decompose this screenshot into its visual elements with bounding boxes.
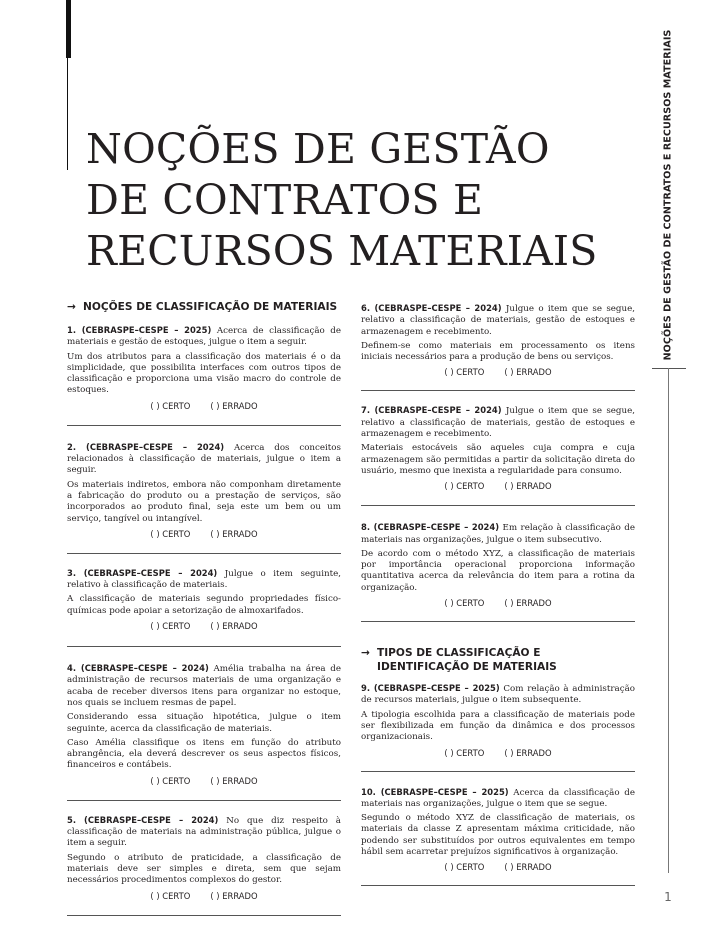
answer-options xyxy=(67,890,341,902)
question-statement: Os materiais indiretos, embora não componham diretamente a fabricação do produto ou a prestação de serviços, são incorporados ao produto final, seja este um bem ou um serviço, tangível ou intangível. xyxy=(67,479,341,524)
option-certo[interactable]: ( ) CERTO xyxy=(444,481,485,492)
question-statement: Segundo o atributo de praticidade, a classificação de materiais deve ser simples e direta, sem que sejam necessários procedimentos complexos do gestor. xyxy=(67,852,341,886)
option-errado[interactable]: ( ) ERRADO xyxy=(210,890,258,901)
question-divider xyxy=(67,553,341,554)
question-statement: De acordo com o método XYZ, a classificação de materiais por importância operacional proporciona informação quantitativa acerca da relevância do item para a rotina da organização. xyxy=(361,548,635,593)
section-heading-classificacao xyxy=(67,300,341,314)
section-heading-text: TIPOS DE CLASSIFICAÇÃO E IDENTIFICAÇÃO DE MATERIAIS xyxy=(377,647,557,674)
arrow-right-icon: → xyxy=(361,647,370,660)
arrow-right-icon: → xyxy=(67,301,76,313)
question-label: 8. (CEBRASPE–CESPE – 2024) xyxy=(361,522,500,533)
question-divider xyxy=(361,505,635,506)
option-certo[interactable]: ( ) CERTO xyxy=(444,862,485,873)
left-column xyxy=(67,300,341,916)
question-divider xyxy=(67,646,341,647)
question-prompt: Julgue o item que se segue, relativo a classificação de materiais, gestão de estoques e armazenagem e recebimento. xyxy=(361,406,635,440)
question-label: 9. (CEBRASPE–CESPE – 2025) xyxy=(361,683,500,694)
question-statement: Definem-se como materiais em processamento os itens iniciais necessários para a produção de bens ou serviços. xyxy=(361,340,635,363)
question-prompt: No que diz respeito à classificação de materiais na administração pública, julgue o item a seguir. xyxy=(67,815,341,849)
question-4 xyxy=(67,663,341,787)
answer-options xyxy=(361,597,635,609)
option-certo[interactable]: ( ) CERTO xyxy=(444,598,485,609)
question-prompt: Amélia trabalha na área de administração de recursos materiais de uma organização e acaba de receber diversos itens para organizar no estoque, nos quais se incluem resmas de papel. xyxy=(67,664,341,708)
question-5 xyxy=(67,815,341,902)
question-label: 10. (CEBRASPE–CESPE – 2025) xyxy=(361,786,509,797)
option-errado[interactable]: ( ) ERRADO xyxy=(504,367,552,378)
question-divider xyxy=(361,390,635,391)
answer-options xyxy=(67,775,341,787)
question-prompt: Em relação à classificação de materiais nas organizações, julgue o item subsecutivo. xyxy=(361,523,635,545)
question-prompt: Acerca da classificação de materiais nas organizações, julgue o item que se segue. xyxy=(361,787,635,809)
question-label: 2. (CEBRASPE–CESPE – 2024) xyxy=(67,441,225,452)
right-column xyxy=(361,303,635,886)
question-divider xyxy=(361,885,635,886)
question-prompt: Acerca de classificação de materiais e gestão de estoques, julgue o item a seguir. xyxy=(67,326,342,348)
answer-options xyxy=(67,620,341,632)
question-prompt: Acerca dos conceitos relacionados à classificação de materiais, julgue o item a seguir. xyxy=(67,442,341,476)
question-label: 4. (CEBRASPE–CESPE – 2024) xyxy=(67,663,209,674)
top-accent-bar xyxy=(66,0,71,58)
question-divider xyxy=(361,621,635,622)
question-1 xyxy=(67,325,341,412)
question-statement: A classificação de materiais segundo propriedades físico-químicas pode apoiar a setorização de almoxarifados. xyxy=(67,594,341,616)
option-certo[interactable]: ( ) CERTO xyxy=(150,400,191,411)
question-prompt: Com relação à administração de recursos materiais, julgue o item subsequente. xyxy=(361,684,635,706)
answer-options xyxy=(67,400,341,412)
answer-options xyxy=(361,366,635,378)
question-statement: Um dos atributos para a classificação dos materiais é o da simplicidade, que possibilita interfaces com outros tipos de classificação e proporciona uma visão macro do controle de estoques. xyxy=(67,351,341,396)
question-7 xyxy=(361,405,635,492)
top-accent-line xyxy=(67,58,68,170)
side-rule-vertical xyxy=(668,368,669,873)
answer-options xyxy=(361,861,635,873)
section-heading-tipos xyxy=(361,646,635,674)
answer-options xyxy=(361,747,635,759)
question-statement: Materiais estocáveis são aqueles cuja compra e cuja armazenagem são permitidas a partir da solicitação direta do usuário, mesmo que inexista a regularidade para consumo. xyxy=(361,443,635,476)
question-10 xyxy=(361,787,635,874)
question-prompt: Julgue o item que se segue, relativo a classificação de materiais, gestão de estoques e armazenagem e recebimento. xyxy=(361,304,635,337)
question-6 xyxy=(361,303,635,378)
question-divider xyxy=(67,800,341,801)
question-label: 1. (CEBRASPE–CESPE – 2025) xyxy=(67,325,212,335)
question-label: 6. (CEBRASPE–CESPE – 2024) xyxy=(361,303,502,313)
question-label: 3. (CEBRASPE–CESPE – 2024) xyxy=(67,567,218,578)
question-statement: Segundo o método XYZ de classificação de materiais, os materiais da classe Z apresentam máxima criticidade, não podendo ser substituídos por outros equivalentes em tempo hábil sem acarretar prejuízos significativos à organização. xyxy=(361,813,635,858)
question-label: 7. (CEBRASPE–CESPE – 2024) xyxy=(361,405,502,416)
question-statement: Caso Amélia classifique os itens em função do atributo abrangência, ela deverá descrever os seus aspectos físicos, financeiros e contábeis. xyxy=(67,737,341,771)
question-9 xyxy=(361,683,635,758)
option-certo[interactable]: ( ) CERTO xyxy=(150,621,191,632)
option-certo[interactable]: ( ) CERTO xyxy=(150,775,191,786)
side-running-header xyxy=(650,30,686,360)
option-certo[interactable]: ( ) CERTO xyxy=(444,747,485,758)
option-errado[interactable]: ( ) ERRADO xyxy=(210,621,258,632)
option-errado[interactable]: ( ) ERRADO xyxy=(504,598,552,609)
question-8 xyxy=(361,522,635,609)
option-errado[interactable]: ( ) ERRADO xyxy=(504,862,552,873)
option-errado[interactable]: ( ) ERRADO xyxy=(210,775,258,786)
page-number: 1 xyxy=(664,890,672,904)
question-divider xyxy=(67,425,341,426)
section-heading-text: NOÇÕES DE CLASSIFICAÇÃO DE MATERIAIS xyxy=(83,301,338,313)
question-label: 5. (CEBRASPE–CESPE – 2024) xyxy=(67,814,219,825)
option-errado[interactable]: ( ) ERRADO xyxy=(504,481,552,492)
question-2 xyxy=(67,442,341,540)
answer-options xyxy=(361,480,635,492)
answer-options xyxy=(67,528,341,540)
side-running-header-text: NOÇÕES DE GESTÃO DE CONTRATOS E RECURSOS MATERIAIS xyxy=(662,29,674,361)
question-statement: Considerando essa situação hipotética, julgue o item seguinte, acerca da classificação de materiais. xyxy=(67,712,341,734)
option-certo[interactable]: ( ) CERTO xyxy=(150,528,191,539)
option-errado[interactable]: ( ) ERRADO xyxy=(210,528,258,539)
question-divider xyxy=(67,915,341,916)
chapter-title: NOÇÕES DE GESTÃO DE CONTRATOS E RECURSOS MATERIAIS xyxy=(86,125,598,275)
option-certo[interactable]: ( ) CERTO xyxy=(150,890,191,901)
side-rule-horizontal xyxy=(652,368,686,369)
question-prompt: Julgue o item seguinte, relativo à classificação de materiais. xyxy=(67,568,341,591)
question-divider xyxy=(361,771,635,772)
option-errado[interactable]: ( ) ERRADO xyxy=(504,747,552,758)
option-errado[interactable]: ( ) ERRADO xyxy=(210,400,258,411)
option-certo[interactable]: ( ) CERTO xyxy=(444,367,485,378)
question-3 xyxy=(67,568,341,632)
question-statement: A tipologia escolhida para a classificação de materiais pode ser flexibilizada em função da dinâmica e dos processos organizacionais. xyxy=(361,709,635,743)
